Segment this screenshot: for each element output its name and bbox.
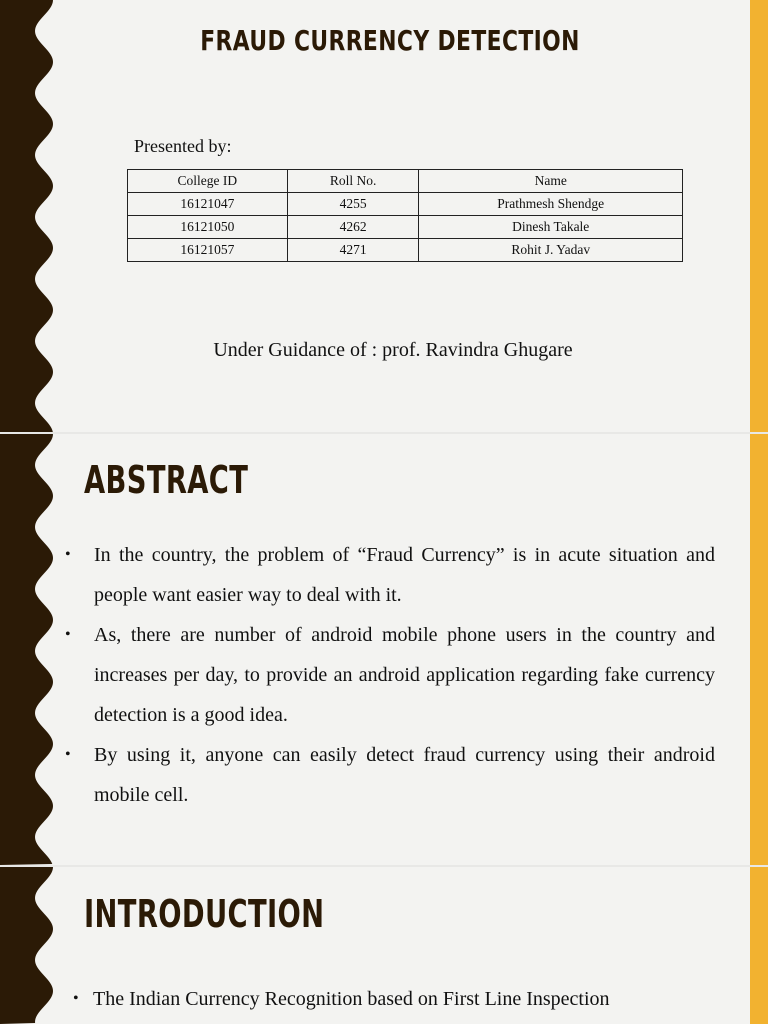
bullet-text: In the country, the problem of “Fraud Currency” is in acute situation and people want easier way to deal with it. [94,544,715,606]
bullet-text: By using it, anyone can easily detect fraud currency using their android mobile cell. [94,744,715,806]
table-cell: Prathmesh Shendge [419,193,683,216]
slide-introduction [0,867,768,1024]
wavy-edge-shape [0,0,53,432]
table-cell: Rohit J. Yadav [419,239,683,262]
table-header: Roll No. [287,170,419,193]
bullet-icon: • [73,990,79,1007]
table-cell: 4271 [287,239,419,262]
accent-bar [750,0,768,432]
bullet-text: As, there are number of android mobile phone users in the country and increases per day, to provide an android application regarding fake currency detection is a good idea. [94,624,715,726]
table-header: Name [419,170,683,193]
wavy-side-bar [0,0,58,432]
bullet-text: The Indian Currency Recognition based on First Line Inspection [93,988,610,1010]
wavy-side-bar [0,867,58,1024]
table-cell: 16121047 [128,193,288,216]
table-cell: 16121050 [128,216,288,239]
bullet-list [66,981,726,1017]
bullet-icon: • [65,546,71,563]
presented-by-label: Presented by: [134,136,232,156]
table-row [128,193,683,216]
bullet-icon: • [65,746,71,763]
bullet-list [58,535,715,815]
table-header-row [128,170,683,193]
accent-bar [750,867,768,1024]
guidance-line: Under Guidance of : prof. Ravindra Ghugare [213,339,573,361]
bullet-item [58,615,715,735]
bullet-item [58,535,715,615]
table-cell: Dinesh Takale [419,216,683,239]
bullet-icon: • [65,626,71,643]
wavy-side-bar [0,434,58,865]
members-table [127,169,683,262]
table-header: College ID [128,170,288,193]
table-cell: 4262 [287,216,419,239]
bullet-item [66,981,726,1017]
bullet-item [58,735,715,815]
presentation-title: FRAUD CURRENCY DETECTION [200,24,580,57]
section-title: INTRODUCTION [84,892,325,936]
accent-bar [750,434,768,865]
table-cell: 4255 [287,193,419,216]
wavy-edge-shape [0,434,53,865]
slide-title [0,0,768,432]
table-cell: 16121057 [128,239,288,262]
table-row [128,216,683,239]
section-title: ABSTRACT [84,458,249,502]
slide-abstract [0,434,768,865]
table-row [128,239,683,262]
wavy-edge-shape [0,867,53,1024]
